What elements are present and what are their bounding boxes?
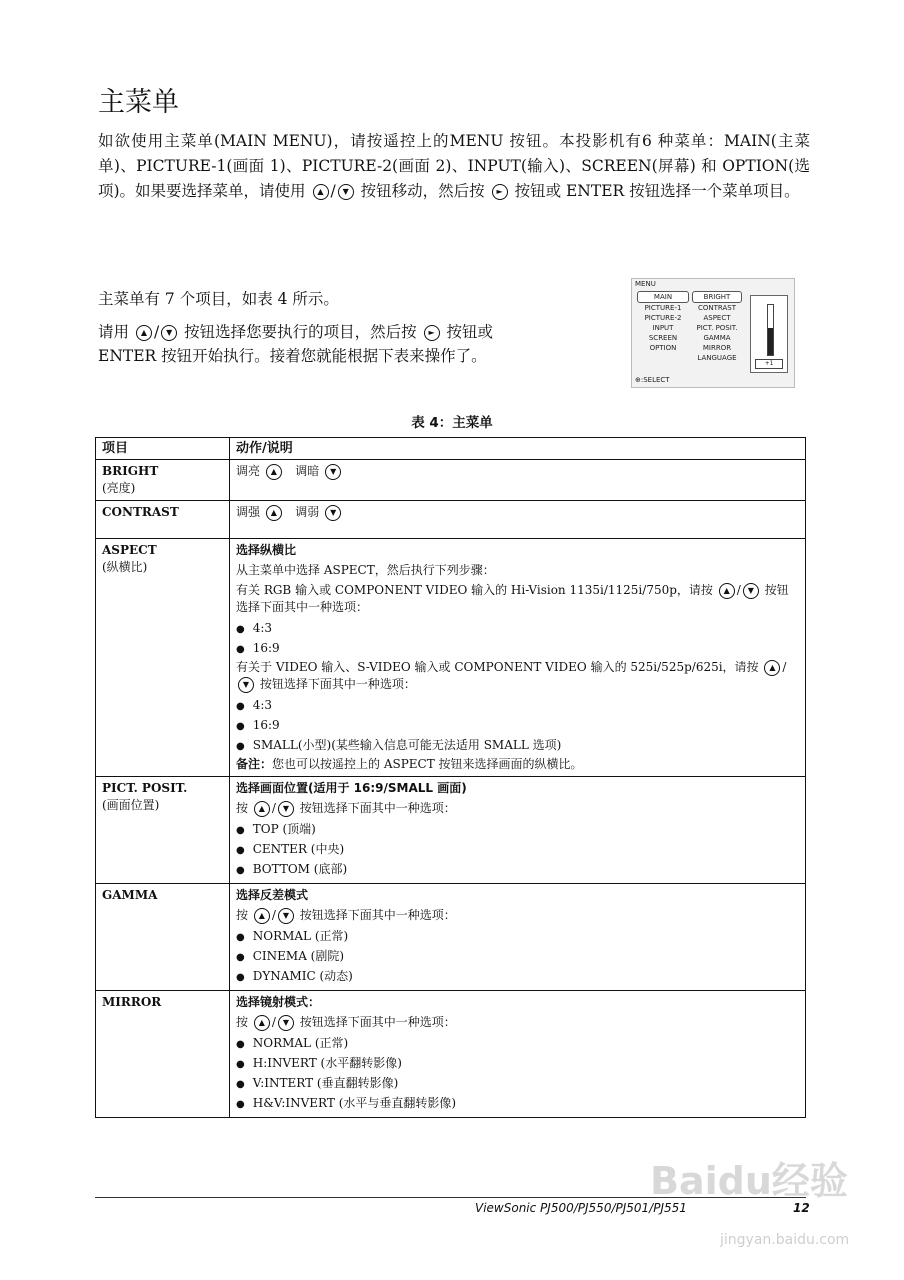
menu-left-column xyxy=(637,291,689,353)
down-button-icon: ▼ xyxy=(278,801,294,817)
action-cell xyxy=(230,539,806,777)
action-cell xyxy=(230,991,806,1118)
table-row xyxy=(96,991,806,1118)
menu-item: BRIGHT xyxy=(692,291,742,303)
menu-item: GAMMA xyxy=(703,334,731,342)
up-button-icon: ▲ xyxy=(719,583,735,599)
gamma-options xyxy=(236,927,799,987)
slider-track xyxy=(767,304,774,356)
table-caption: 表 4：主菜单 xyxy=(411,415,493,431)
table-row xyxy=(96,884,806,991)
menu-item: CONTRAST xyxy=(698,304,736,312)
down-button-icon: ▼ xyxy=(325,464,341,480)
list-item: ● CINEMA (剧院) xyxy=(236,947,799,967)
list-item: ● H&V:INVERT (水平与垂直翻转影像) xyxy=(236,1094,799,1114)
down-button-icon: ▼ xyxy=(238,677,254,693)
up-button-icon: ▲ xyxy=(764,660,780,676)
action-cell xyxy=(230,460,806,501)
up-button-icon: ▲ xyxy=(266,505,282,521)
press-text: 按 xyxy=(236,1015,249,1029)
list-item: ● NORMAL (正常) xyxy=(236,1034,799,1054)
list-item: ● NORMAL (正常) xyxy=(236,927,799,947)
table-row xyxy=(96,460,806,501)
down-button-icon: ▼ xyxy=(743,583,759,599)
item-cn: (纵横比) xyxy=(102,560,148,574)
intro-text-3: 按钮或 ENTER 按钮选择一个菜单项目。 xyxy=(514,182,800,200)
aspect-note xyxy=(236,756,799,773)
menu-item: LANGUAGE xyxy=(697,354,737,362)
table-row xyxy=(96,777,806,884)
para2-line3: ENTER 按钮开始执行。接着您就能根据下表来操作了。 xyxy=(98,347,487,365)
table-row xyxy=(96,501,806,539)
list-item: ● BOTTOM (底部) xyxy=(236,860,799,880)
menu-item: MIRROR xyxy=(702,344,732,352)
intro-text-2: 按钮移动，然后按 xyxy=(360,182,485,200)
list-item: ● SMALL(小型)(某些输入信息可能无法适用 SMALL 选项) xyxy=(236,736,799,756)
watermark-logo: Baidu经验 xyxy=(650,1159,848,1203)
table-row xyxy=(96,539,806,777)
aspect-rgb-text-2: 按钮选择下面其中一种选项： xyxy=(236,583,789,614)
down-button-icon: ▼ xyxy=(338,184,354,200)
aspect-options-2 xyxy=(236,696,799,756)
item-name: PICT. POSIT. xyxy=(102,781,188,795)
item-cell xyxy=(96,460,230,501)
main-menu-table xyxy=(95,437,806,1118)
menu-item: OPTION xyxy=(649,344,677,352)
list-item: ● 4:3 xyxy=(236,619,799,639)
menu-title: MENU xyxy=(635,280,656,288)
aspect-step: 从主菜单中选择 ASPECT，然后执行下列步骤： xyxy=(236,563,495,577)
para2-text-a: 请用 xyxy=(98,323,130,341)
menu-item: MAIN xyxy=(637,291,689,303)
item-cn: (亮度) xyxy=(102,481,136,495)
para2-line2: 请用 ▲ / ▼ 按钮选择您要执行的项目，然后按 ► 按钮或 xyxy=(98,323,494,341)
slider-fill xyxy=(768,328,773,356)
down-button-icon: ▼ xyxy=(325,505,341,521)
table-header-row xyxy=(96,438,806,460)
item-name: MIRROR xyxy=(102,995,162,1009)
item-name: ASPECT xyxy=(102,543,157,557)
pict-instruction: 按 ▲ / ▼ 按钮选择下面其中一种选项： xyxy=(236,801,456,815)
action-cell xyxy=(230,501,806,539)
list-item: ● 16:9 xyxy=(236,716,799,736)
aspect-heading: 选择纵横比 xyxy=(236,543,297,557)
aspect-video-text-2: 按钮选择下面其中一种选项： xyxy=(259,677,416,691)
menu-right-column xyxy=(692,291,742,363)
right-button-icon: ► xyxy=(424,325,440,341)
menu-item: PICTURE-2 xyxy=(644,314,682,322)
note-text: 您也可以按遥控上的 ASPECT 按钮来选择画面的纵横比。 xyxy=(272,757,583,771)
menu-footer-text: :SELECT xyxy=(640,376,670,384)
header-item: 项目 xyxy=(96,438,230,460)
header-action: 动作/说明 xyxy=(230,438,806,460)
aspect-video-text: 有关于 VIDEO 输入、S-VIDEO 输入或 COMPONENT VIDEO 输入的 525i/525p/625i，请按 xyxy=(236,660,759,674)
page-title: 主菜单 xyxy=(98,87,179,118)
aspect-options-1 xyxy=(236,619,799,659)
mirror-options xyxy=(236,1034,799,1114)
note-label: 备注： xyxy=(236,757,273,771)
item-name: BRIGHT xyxy=(102,464,159,478)
item-cell xyxy=(96,991,230,1118)
para2-text-b: 按钮选择您要执行的项目，然后按 xyxy=(184,323,417,341)
up-button-icon: ▲ xyxy=(266,464,282,480)
page-number: 12 xyxy=(793,1201,810,1215)
mirror-instruction: 按 ▲ / ▼ 按钮选择下面其中一种选项： xyxy=(236,1015,456,1029)
menu-footer xyxy=(635,376,670,384)
aspect-video: 有关于 VIDEO 输入、S-VIDEO 输入或 COMPONENT VIDEO 输入的 525i/525p/625i，请按 ▲ /▼ 按钮选择下面其中一种选项： xyxy=(236,660,787,691)
up-button-icon: ▲ xyxy=(313,184,329,200)
right-button-icon: ► xyxy=(492,184,508,200)
footer-product: ViewSonic PJ500/PJ550/PJ501/PJ551 xyxy=(475,1201,687,1215)
select-icon: ⊕ xyxy=(635,376,641,384)
action-text: 调亮 xyxy=(236,464,261,478)
para2-line1: 主菜单有 7 个项目，如表 4 所示。 xyxy=(98,290,339,308)
action-text: 调弱 xyxy=(295,505,320,519)
down-button-icon: ▼ xyxy=(278,1015,294,1031)
instruction-text: 按钮选择下面其中一种选项： xyxy=(299,801,456,815)
instruction-text: 按钮选择下面其中一种选项： xyxy=(299,908,456,922)
list-item: ● DYNAMIC (动态) xyxy=(236,967,799,987)
list-item: ● H:INVERT (水平翻转影像) xyxy=(236,1054,799,1074)
action-cell xyxy=(230,884,806,991)
intro-paragraph: 如欲使用主菜单(MAIN MENU)，请按遥控上的MENU 按钮。本投影机有6 种菜单：MAIN(主菜单)、PICTURE-1(画面 1)、PICTURE-2(画面 2)、INPUT(输入)、SCREEN(屏幕) 和 OPTION(选项)。如果要选择菜单，请使用 ▲ / ▼ 按钮移动，然后按 ► 按钮或 ENTER 按钮选择一个菜单项目。 xyxy=(98,132,810,200)
list-item: ● 16:9 xyxy=(236,639,799,659)
press-text: 按 xyxy=(236,801,249,815)
down-button-icon: ▼ xyxy=(278,908,294,924)
item-cell xyxy=(96,777,230,884)
action-text: 调强 xyxy=(236,505,261,519)
footer-divider xyxy=(95,1197,806,1198)
instruction-text: 按钮选择下面其中一种选项： xyxy=(299,1015,456,1029)
para2-text-c: 按钮或 xyxy=(446,323,494,341)
gamma-instruction: 按 ▲ / ▼ 按钮选择下面其中一种选项： xyxy=(236,908,456,922)
list-item: ● V:INTERT (垂直翻转影像) xyxy=(236,1074,799,1094)
item-name: GAMMA xyxy=(102,888,158,902)
up-button-icon: ▲ xyxy=(254,908,270,924)
item-cell xyxy=(96,501,230,539)
menu-screenshot xyxy=(631,278,795,388)
gamma-heading: 选择反差模式 xyxy=(236,888,309,902)
menu-item: PICTURE-1 xyxy=(644,304,682,312)
list-item: ● CENTER (中央) xyxy=(236,840,799,860)
pict-heading: 选择画面位置(适用于 16:9/SMALL 画面) xyxy=(236,781,467,795)
up-button-icon: ▲ xyxy=(254,1015,270,1031)
menu-item: INPUT xyxy=(652,324,674,332)
mirror-heading: 选择镜射模式： xyxy=(236,995,321,1009)
action-cell xyxy=(230,777,806,884)
aspect-rgb-text: 有关 RGB 输入或 COMPONENT VIDEO 输入的 Hi-Vision 1135i/1125i/750p，请按 xyxy=(236,583,713,597)
item-cell xyxy=(96,539,230,777)
item-name: CONTRAST xyxy=(102,505,179,519)
press-text: 按 xyxy=(236,908,249,922)
menu-item: ASPECT xyxy=(703,314,731,322)
action-text: 调暗 xyxy=(295,464,320,478)
intro-text-1: 如欲使用主菜单(MAIN MENU)，请按遥控上的MENU 按钮。本投影机有6 种菜单：MAIN(主菜单)、PICTURE-1(画面 1)、PICTURE-2(画面 2)、INPUT(输入)、SCREEN(屏幕) 和 OPTION(选项)。如果要选择菜单，请使用 xyxy=(98,132,810,200)
list-item: ● 4:3 xyxy=(236,696,799,716)
level-slider xyxy=(750,295,788,373)
pict-options xyxy=(236,820,799,880)
slider-value: +1 xyxy=(755,359,783,369)
up-button-icon: ▲ xyxy=(136,325,152,341)
item-cn: (画面位置) xyxy=(102,798,160,812)
aspect-rgb: 有关 RGB 输入或 COMPONENT VIDEO 输入的 Hi-Vision 1135i/1125i/750p，请按 ▲ / ▼ 按钮选择下面其中一种选项： xyxy=(236,583,789,614)
up-button-icon: ▲ xyxy=(254,801,270,817)
item-cell xyxy=(96,884,230,991)
list-item: ● TOP (顶端) xyxy=(236,820,799,840)
watermark-url: jingyan.baidu.com xyxy=(720,1232,850,1248)
down-button-icon: ▼ xyxy=(161,325,177,341)
menu-item: PICT. POSIT. xyxy=(696,324,738,332)
menu-item: SCREEN xyxy=(648,334,678,342)
